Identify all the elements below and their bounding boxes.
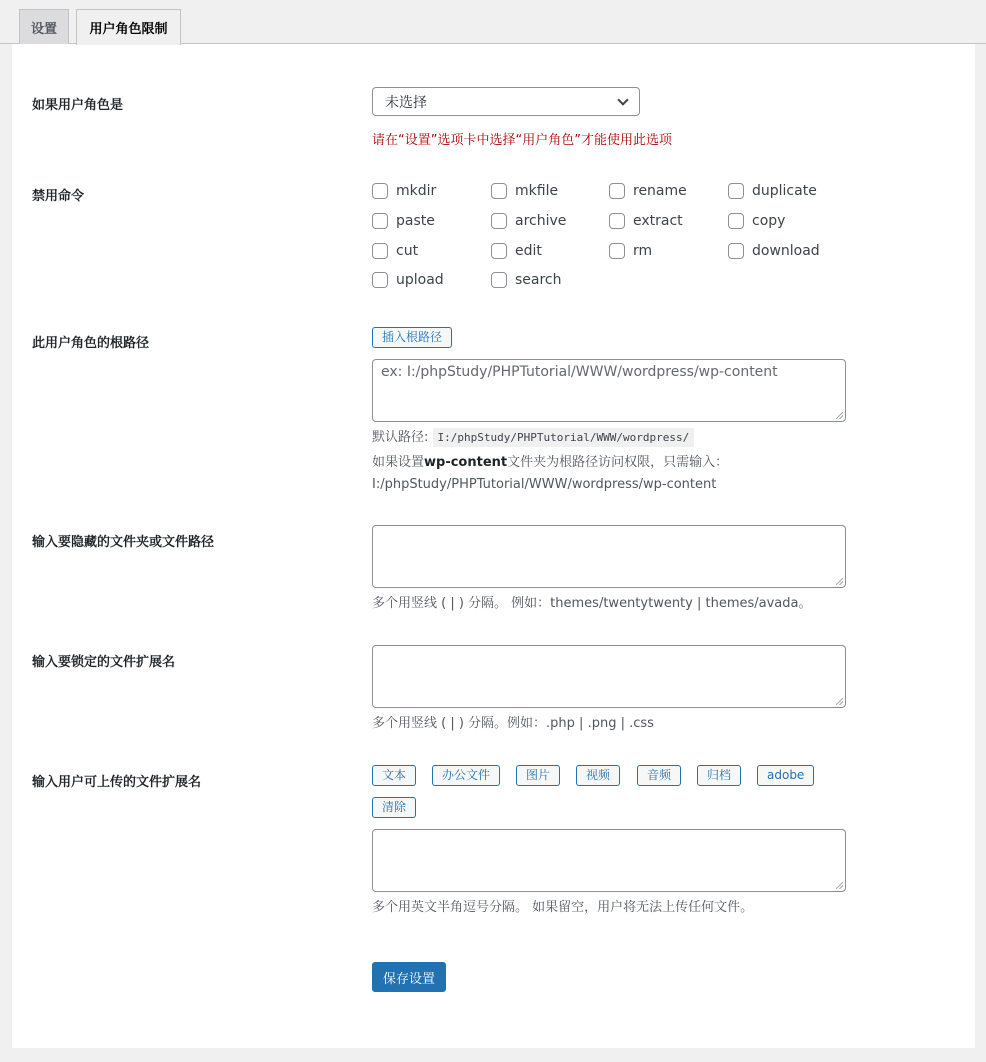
upload-ext-hint: 多个用英文半角逗号分隔。 如果留空，用户将无法上传任何文件。: [372, 900, 754, 915]
checkbox[interactable]: [491, 183, 507, 199]
checkbox[interactable]: [728, 243, 744, 259]
checkbox[interactable]: [609, 243, 625, 259]
command-checkbox-paste[interactable]: [372, 213, 435, 229]
preset-video-button[interactable]: 视频: [576, 765, 620, 786]
command-checkbox-archive[interactable]: [491, 213, 566, 229]
command-label: archive: [515, 213, 567, 229]
role-select-value: 未选择: [385, 94, 427, 111]
checkbox[interactable]: [609, 183, 625, 199]
checkbox[interactable]: [728, 213, 744, 229]
preset-text-button[interactable]: 文本: [372, 765, 416, 786]
resize-grip-icon[interactable]: [836, 578, 843, 585]
preset-office-button[interactable]: 办公文件: [432, 765, 500, 786]
command-checkbox-download[interactable]: [728, 243, 820, 259]
command-label: mkdir: [396, 183, 437, 199]
command-label: rename: [633, 183, 687, 199]
checkbox[interactable]: [372, 272, 388, 288]
upload-ext-label: 输入用户可上传的文件扩展名: [32, 775, 202, 790]
checkbox[interactable]: [372, 183, 388, 199]
preset-archive-button[interactable]: 归档: [697, 765, 741, 786]
checkbox[interactable]: [491, 213, 507, 229]
command-checkbox-cut[interactable]: [372, 243, 418, 259]
checkbox[interactable]: [609, 213, 625, 229]
commands-label: 禁用命令: [32, 189, 85, 204]
checkbox[interactable]: [372, 243, 388, 259]
role-warning: 请在“设置”选项卡中选择“用户角色”才能使用此选项: [372, 133, 672, 148]
tab-user-role-restrictions[interactable]: 用户角色限制: [76, 9, 181, 45]
command-label: search: [515, 272, 562, 288]
command-label: duplicate: [752, 183, 817, 199]
hint-suffix: 文件夹为根路径访问权限，只需输入：: [507, 455, 729, 470]
root-path-label: 此用户角色的根路径: [32, 336, 150, 351]
preset-image-button[interactable]: 图片: [516, 765, 560, 786]
hint-prefix: 如果设置: [372, 455, 425, 470]
hint-path: I:/phpStudy/PHPTutorial/WWW/wordpress/wp-content: [372, 477, 717, 492]
command-checkbox-copy[interactable]: [728, 213, 785, 229]
checkbox[interactable]: [491, 272, 507, 288]
settings-panel: [12, 44, 975, 1048]
default-path-line: [372, 427, 694, 449]
command-checkbox-mkfile[interactable]: [491, 183, 558, 199]
preset-audio-button[interactable]: 音频: [637, 765, 681, 786]
command-checkbox-duplicate[interactable]: [728, 183, 817, 199]
command-label: rm: [633, 243, 653, 259]
upload-ext-input[interactable]: [372, 829, 846, 892]
resize-grip-icon[interactable]: [836, 412, 843, 419]
root-path-input[interactable]: [372, 359, 846, 422]
chevron-down-icon: [617, 94, 628, 105]
command-label: paste: [396, 213, 435, 229]
command-checkbox-upload[interactable]: [372, 272, 444, 288]
command-label: upload: [396, 272, 444, 288]
command-label: mkfile: [515, 183, 559, 199]
locked-ext-label: 输入要锁定的文件扩展名: [32, 655, 176, 670]
clear-button[interactable]: 清除: [372, 797, 416, 818]
command-label: copy: [752, 213, 786, 229]
role-select[interactable]: [372, 87, 640, 116]
checkbox[interactable]: [728, 183, 744, 199]
command-label: edit: [515, 243, 542, 259]
tab-settings[interactable]: 设置: [19, 9, 69, 44]
role-label: 如果用户角色是: [32, 98, 124, 113]
checkbox[interactable]: [372, 213, 388, 229]
command-checkbox-edit[interactable]: [491, 243, 542, 259]
command-checkbox-extract[interactable]: [609, 213, 683, 229]
locked-ext-hint: 多个用竖线 ( | ) 分隔。例如：.php | .png | .css: [372, 716, 654, 731]
hidden-paths-input[interactable]: [372, 525, 846, 588]
preset-adobe-button[interactable]: adobe: [757, 765, 814, 786]
command-checkbox-mkdir[interactable]: [372, 183, 436, 199]
command-checkbox-rename[interactable]: [609, 183, 687, 199]
command-checkbox-rm[interactable]: [609, 243, 652, 259]
insert-root-path-button[interactable]: 插入根路径: [372, 327, 452, 348]
command-label: cut: [396, 243, 419, 259]
hidden-paths-label: 输入要隐藏的文件夹或文件路径: [32, 535, 215, 550]
default-path-value: I:/phpStudy/PHPTutorial/WWW/wordpress/: [433, 428, 695, 447]
tab-bar: [0, 0, 986, 44]
command-label: extract: [633, 213, 683, 229]
hidden-paths-hint: 多个用竖线 ( | ) 分隔。 例如：themes/twentytwenty | themes/avada。: [372, 596, 812, 611]
command-label: download: [752, 243, 820, 259]
resize-grip-icon[interactable]: [836, 882, 843, 889]
default-path-label: 默认路径:: [372, 430, 429, 445]
hint-bold: wp-content: [424, 455, 508, 470]
checkbox[interactable]: [491, 243, 507, 259]
save-settings-button[interactable]: 保存设置: [372, 962, 446, 992]
locked-ext-input[interactable]: [372, 645, 846, 708]
root-path-hint: [372, 452, 728, 496]
resize-grip-icon[interactable]: [836, 698, 843, 705]
command-checkbox-search[interactable]: [491, 272, 562, 288]
